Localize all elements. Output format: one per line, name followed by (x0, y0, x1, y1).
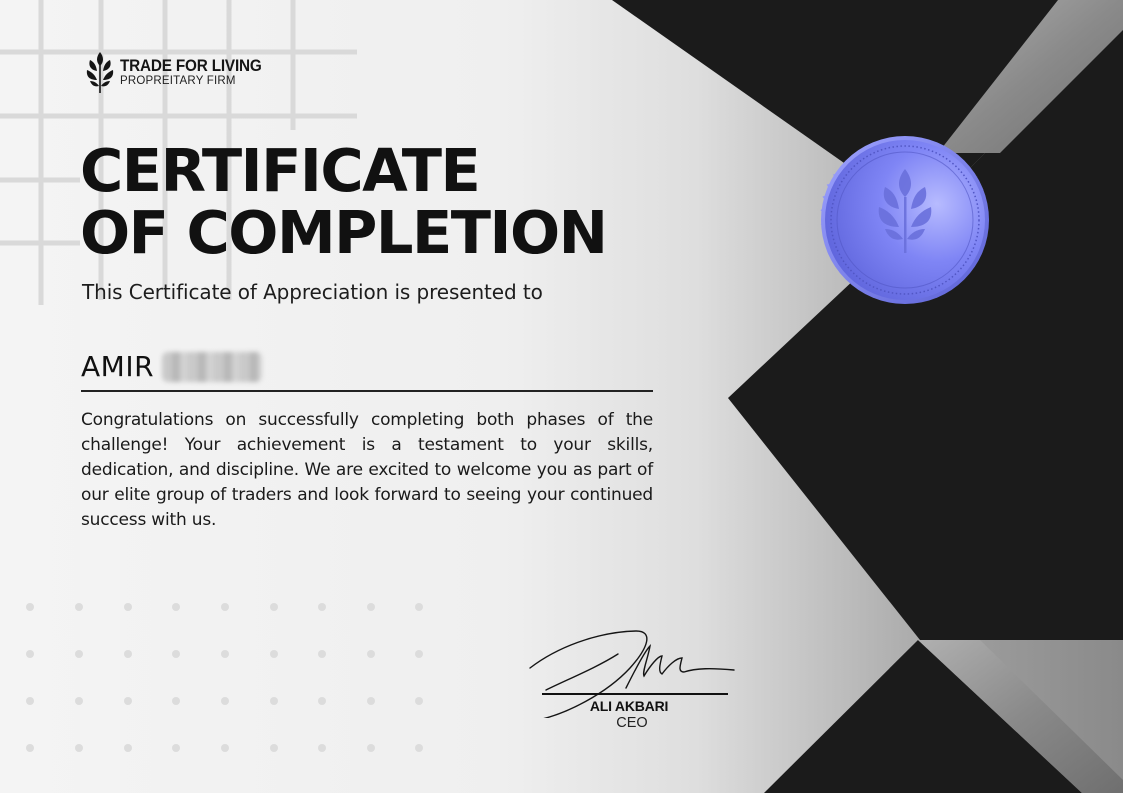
signer-role: CEO (616, 715, 648, 731)
brand-name: TRADE FOR LIVING (120, 55, 262, 75)
title-line-2: OF COMPLETION (80, 198, 607, 267)
presented-to-text: This Certificate of Appreciation is presented to (82, 280, 543, 304)
certificate-title (80, 136, 607, 267)
recipient-underline (81, 390, 653, 392)
seal-badge-icon (804, 119, 1006, 321)
congratulations-message: Congratulations on successfully completing both phases of the challenge! Your achievement is a testament to your skills, dedication, and discipline. We are excited to welcome you as part of our elite group of traders and look forward to seeing your continued success with us. (81, 410, 653, 530)
dot-pattern (22, 598, 442, 758)
signer-name: ALI AKBARI (589, 698, 669, 714)
title-line-1: CERTIFICATE (80, 136, 480, 205)
leaf-logo-icon (84, 50, 116, 94)
brand-subtitle: PROPREITARY FIRM (120, 74, 236, 87)
recipient-name: AMIR (81, 350, 155, 383)
signature-line (542, 693, 728, 695)
redacted-surname (162, 352, 262, 382)
recipient (81, 350, 262, 383)
brand-logo (84, 50, 277, 94)
